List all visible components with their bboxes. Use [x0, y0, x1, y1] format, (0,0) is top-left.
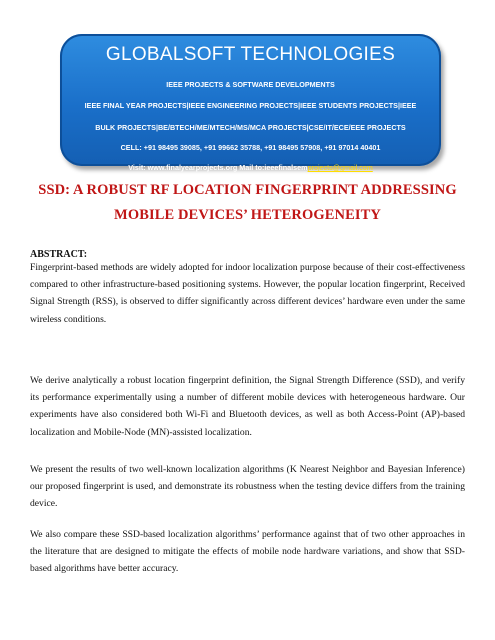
- paper-title-line1: SSD: A ROBUST RF LOCATION FINGERPRINT ADDRESSING: [38, 182, 457, 198]
- abstract-paragraph-1: Fingerprint-based methods are widely adopted for indoor localization purpose because of their cost-effectiveness compared to other infrastructure-based positioning systems. However, the popular location fingerprint, Received Signal Strength (RSS), is observed to differ significantly across different devices’ hardware even under the same wireless conditions.: [30, 262, 465, 325]
- banner-contact-line: [60, 163, 441, 172]
- abstract-heading: ABSTRACT:: [30, 249, 88, 260]
- contact-text: Visit: www.finalyearprojects.org Mail to:ieeefinalsem: [128, 163, 308, 172]
- banner-projects-line: IEEE FINAL YEAR PROJECTS|IEEE ENGINEERING PROJECTS|IEEE STUDENTS PROJECTS|IEEE: [84, 101, 417, 110]
- banner-tagline: IEEE PROJECTS & SOFTWARE DEVELOPMENTS: [166, 80, 335, 89]
- abstract-paragraph-3: We present the results of two well-known localization algorithms (K Nearest Neighbor and Bayesian Inference) our proposed fingerprint is used, and demonstrate its robustness when the testing device differs from the training device.: [30, 464, 465, 510]
- header-banner: [60, 34, 441, 172]
- banner-phone-line: CELL: +91 98495 39085, +91 99662 35788, +91 98495 57908, +91 97014 40401: [120, 143, 381, 152]
- banner-bulk-line: BULK PROJECTS|BE/BTECH/ME/MTECH/MS/MCA PROJECTS|CSE/IT/ECE/EEE PROJECTS: [95, 123, 406, 132]
- email-link[interactable]: projects@gmail.com: [307, 163, 373, 172]
- company-title: GLOBALSOFT TECHNOLOGIES: [105, 44, 396, 65]
- paper-title-line2: MOBILE DEVICES’ HETEROGENEITY: [114, 207, 381, 223]
- abstract-paragraph-4: We also compare these SSD-based localization algorithms’ performance against that of two other approaches in the literature that are designed to mitigate the effects of mobile node hardware variations, and show that SSD-based algorithms have better accuracy.: [30, 529, 465, 575]
- abstract-paragraph-2: We derive analytically a robust location fingerprint definition, the Signal Strength Difference (SSD), and verify its performance experimentally using a number of different mobile devices with heterogeneous hardware. Our experiments have also considered both Wi-Fi and Bluetooth devices, as well as both Access-Point (AP)-based localization and Mobile-Node (MN)-assisted localization.: [30, 375, 465, 438]
